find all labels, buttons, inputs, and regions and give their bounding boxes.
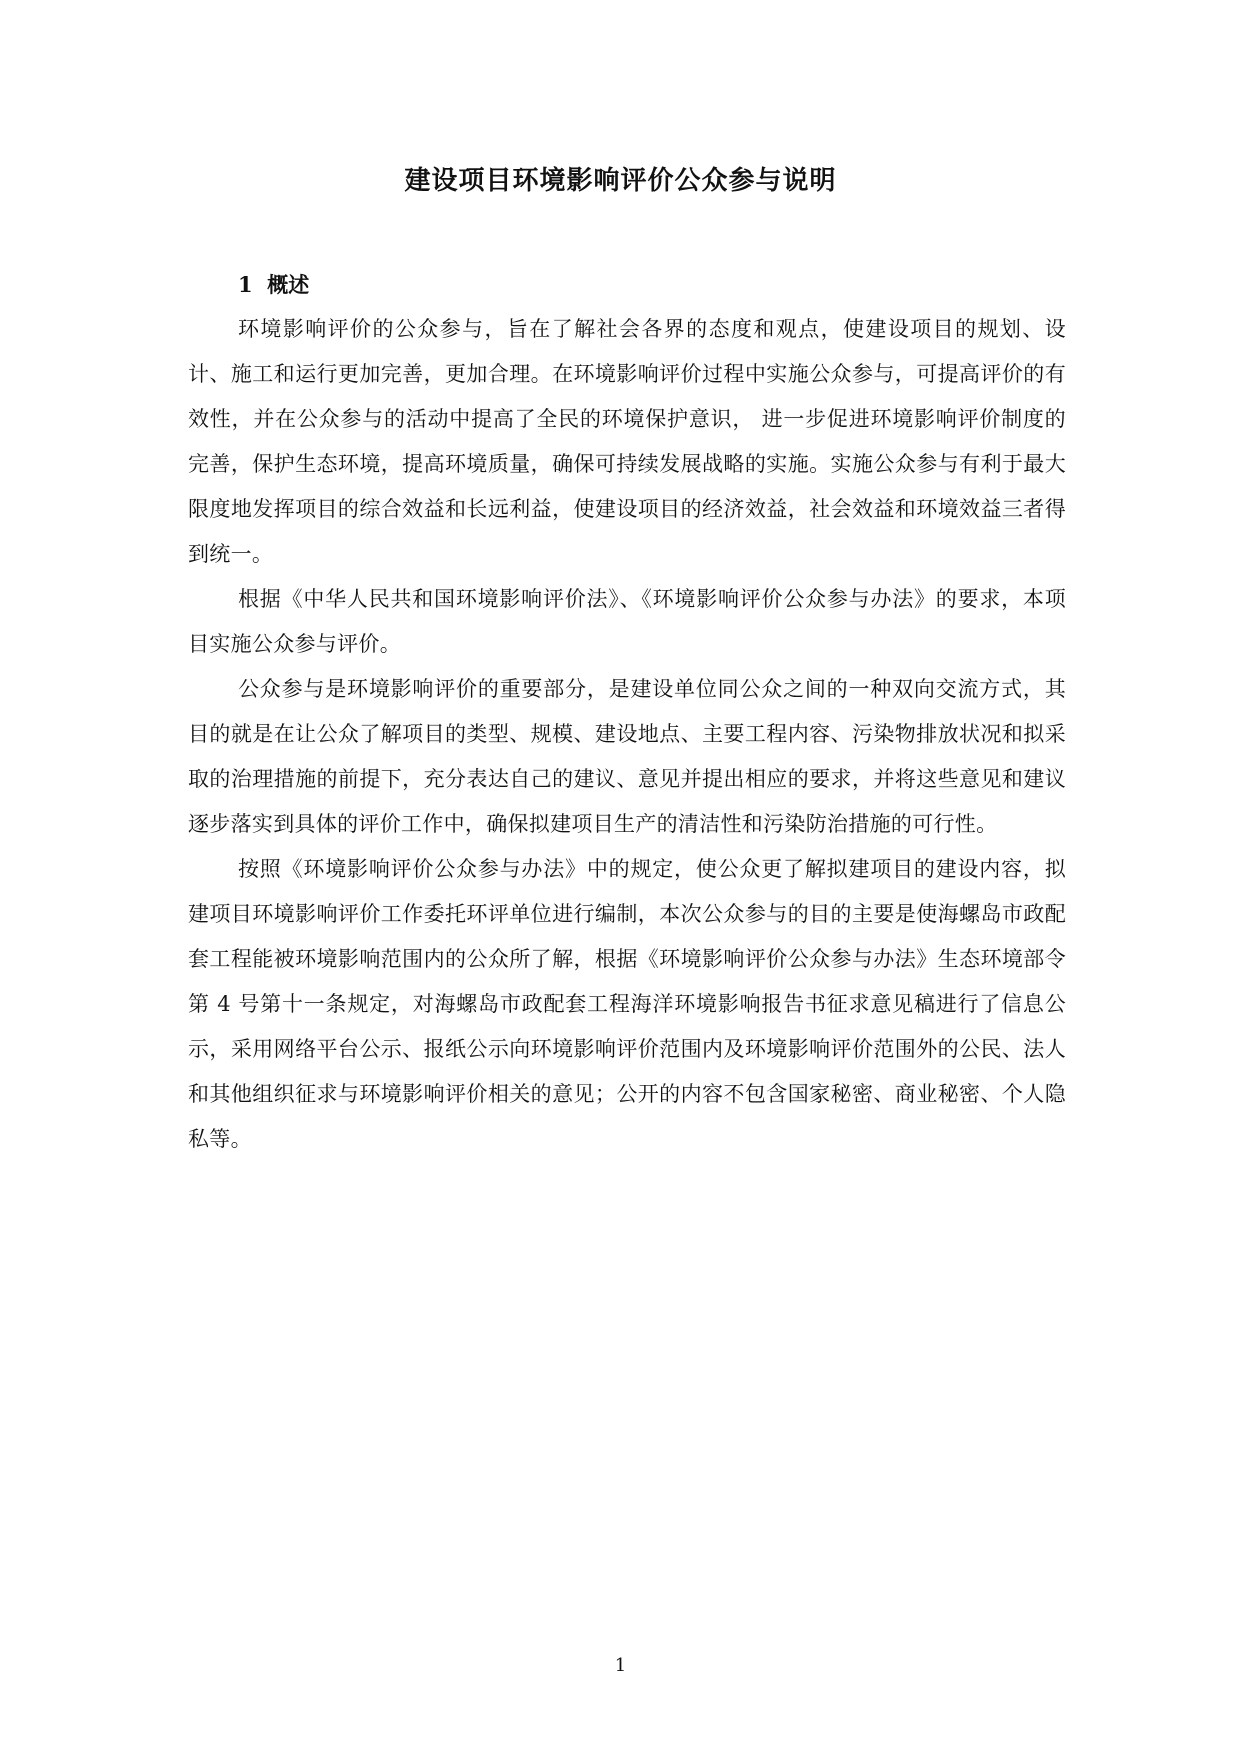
page-number: 1 bbox=[614, 1655, 627, 1676]
paragraph-legal-basis: 根据《中华人民共和国环境影响评价法》、《环境影响评价公众参与办法》的要求，本项目实施公众参与评价。 bbox=[188, 587, 1066, 656]
section-title: 概述 bbox=[267, 272, 310, 297]
paragraph-disclosure-process: 按照《环境影响评价公众参与办法》中的规定，使公众更了解拟建项目的建设内容，拟建项目环境影响评价工作委托环评单位进行编制，本次公众参与的目的主要是使海螺岛市政配套工程能被环境影响范围内的公众所了解，根据《环境影响评价公众参与办法》生态环境部令第 4 号第十一条规定，对海螺岛市政配套工程海洋环境影响报告书征求意见稿进行了信息公示，采用网络平台公示、报纸公示向环境影响评价范围内及环境影响评价范围外的公民、法人和其他组织征求与环境影响评价相关的意见；公开的内容不包含国家秘密、商业秘密、个人隐私等。 bbox=[188, 857, 1066, 1151]
paragraph-participation-purpose: 公众参与是环境影响评价的重要部分，是建设单位同公众之间的一种双向交流方式，其目的就是在让公众了解项目的类型、规模、建设地点、主要工程内容、污染物排放状况和拟采取的治理措施的前提下，充分表达自己的建议、意见并提出相应的要求，并将这些意见和建议逐步落实到具体的评价工作中，确保拟建项目生产的清洁性和污染防治措施的可行性。 bbox=[188, 677, 1066, 836]
paragraph-overview: 环境影响评价的公众参与，旨在了解社会各界的态度和观点，使建设项目的规划、设计、施工和运行更加完善，更加合理。在环境影响评价过程中实施公众参与，可提高评价的有效性，并在公众参与的活动中提高了全民的环境保护意识， 进一步促进环境影响评价制度的完善，保护生态环境，提高环境质量，确保可持续发展战略的实施。实施公众参与有利于最大限度地发挥项目的综合效益和长远利益，使建设项目的经济效益，社会效益和环境效益三者得到统一。 bbox=[188, 317, 1066, 566]
document-title: 建设项目环境影响评价公众参与说明 bbox=[404, 166, 837, 196]
section-number: 1 bbox=[238, 272, 253, 297]
document-body bbox=[188, 262, 1066, 1162]
section-heading bbox=[188, 262, 1066, 307]
